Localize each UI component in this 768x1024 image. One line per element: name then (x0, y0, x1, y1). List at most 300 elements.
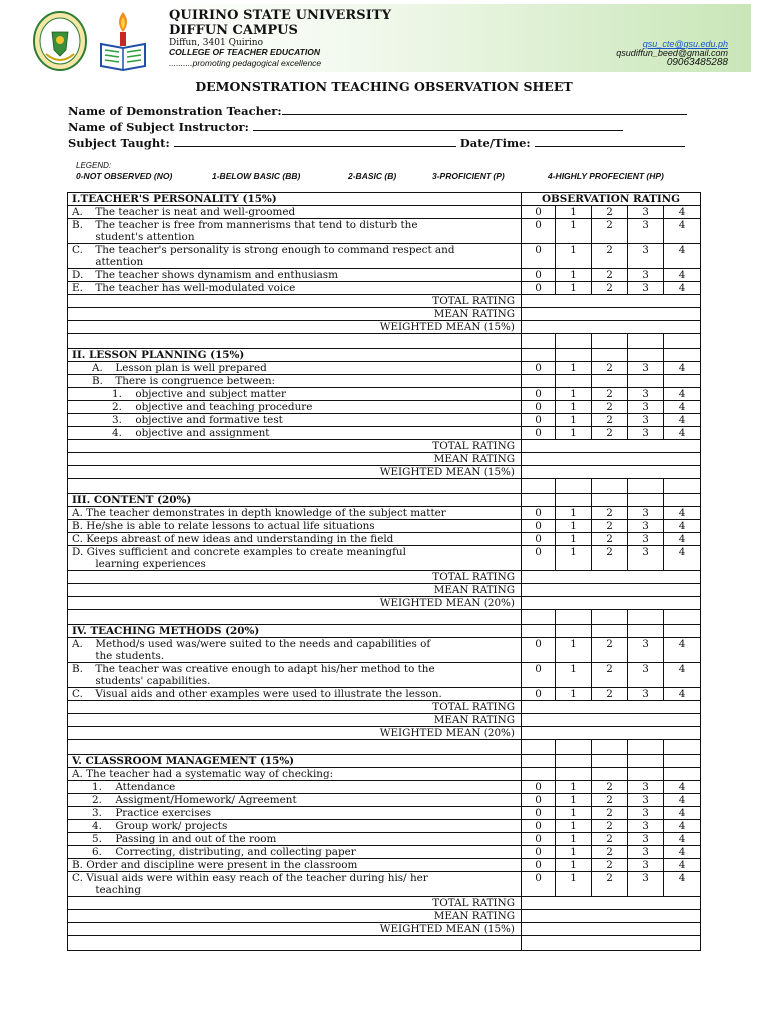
summary-row (68, 897, 701, 910)
empty-cell (592, 755, 628, 768)
rating-option[interactable]: 1 (556, 794, 592, 807)
rating-option[interactable]: 3 (628, 872, 664, 897)
rating-option[interactable]: 1 (556, 362, 592, 375)
criterion-row (68, 388, 701, 401)
summary-label: MEAN RATING (68, 584, 522, 597)
rating-option[interactable]: 4 (664, 688, 701, 701)
rating-option[interactable]: 1 (556, 872, 592, 897)
criterion-line: Assigment/Homework/ Agreement (115, 794, 297, 806)
datetime-line[interactable] (535, 135, 685, 147)
rating-option[interactable]: 2 (592, 427, 628, 440)
empty-cell (592, 740, 628, 755)
observation-rating-table (67, 192, 701, 951)
rating-option[interactable]: 0 (522, 244, 556, 269)
criterion-row (68, 427, 701, 440)
criterion-text (68, 546, 522, 571)
criterion-line: Correcting, distributing, and collecting paper (115, 846, 356, 858)
rating-option[interactable]: 1 (556, 859, 592, 872)
summary-value-cell[interactable] (522, 597, 701, 610)
spacer-row (68, 936, 701, 951)
rating-option[interactable]: 4 (664, 833, 701, 846)
summary-label: WEIGHTED MEAN (20%) (68, 597, 522, 610)
empty-cell (556, 375, 592, 388)
criterion-row (68, 781, 701, 794)
criterion-line: The teacher was creative enough to adapt his/her method to the (95, 663, 435, 675)
university-seal-logo (32, 10, 88, 72)
rating-option[interactable]: 4 (664, 859, 701, 872)
rating-option[interactable]: 1 (556, 269, 592, 282)
college-name: COLLEGE OF TEACHER EDUCATION (169, 47, 320, 57)
rating-option[interactable]: 2 (592, 533, 628, 546)
criterion-label: E. (72, 282, 83, 294)
rating-option[interactable]: 0 (522, 414, 556, 427)
rating-option[interactable]: 0 (522, 638, 556, 663)
criterion-label: A. (72, 206, 83, 218)
empty-cell (592, 349, 628, 362)
rating-option[interactable]: 0 (522, 546, 556, 571)
section-title: II. LESSON PLANNING (15%) (68, 349, 522, 362)
rating-option[interactable]: 4 (664, 206, 701, 219)
criterion-line: Group work/ projects (115, 820, 228, 832)
college-logo (93, 8, 153, 72)
rating-option[interactable]: 3 (628, 206, 664, 219)
empty-cell (556, 740, 592, 755)
spacer-row (68, 334, 701, 349)
rating-option[interactable]: 0 (522, 219, 556, 244)
criterion-line: objective and formative test (135, 414, 283, 426)
rating-option[interactable]: 3 (628, 427, 664, 440)
summary-value-cell[interactable] (522, 440, 701, 453)
rating-option[interactable]: 3 (628, 846, 664, 859)
summary-label: WEIGHTED MEAN (15%) (68, 466, 522, 479)
rating-option[interactable]: 3 (628, 663, 664, 688)
criterion-text (68, 244, 522, 269)
empty-cell (592, 494, 628, 507)
criterion-label: 1. (92, 781, 102, 793)
rating-option[interactable]: 3 (628, 362, 664, 375)
empty-cell (664, 334, 701, 349)
criterion-label: A. (72, 768, 83, 780)
legend-item: 0-NOT OBSERVED (NO) (76, 171, 173, 181)
document-title: DEMONSTRATION TEACHING OBSERVATION SHEET (195, 79, 573, 94)
section-header-row (68, 349, 701, 362)
empty-cell (628, 375, 664, 388)
criterion-line: objective and teaching procedure (135, 401, 313, 413)
rating-option[interactable]: 3 (628, 507, 664, 520)
rating-option[interactable]: 2 (592, 833, 628, 846)
empty-cell (522, 375, 556, 388)
rating-option[interactable]: 2 (592, 688, 628, 701)
rating-option[interactable]: 3 (628, 781, 664, 794)
rating-option[interactable]: 2 (592, 507, 628, 520)
empty-cell (522, 479, 556, 494)
rating-option[interactable]: 4 (664, 388, 701, 401)
legend-item: 1-BELOW BASIC (BB) (212, 171, 301, 181)
criterion-row (68, 688, 701, 701)
spacer-row (68, 479, 701, 494)
empty-cell (522, 768, 556, 781)
rating-option[interactable]: 2 (592, 388, 628, 401)
campus-name: DIFFUN CAMPUS (169, 23, 298, 38)
criterion-row (68, 362, 701, 375)
rating-option[interactable]: 4 (664, 507, 701, 520)
summary-value-cell[interactable] (522, 453, 701, 466)
rating-option[interactable]: 0 (522, 362, 556, 375)
summary-label: WEIGHTED MEAN (15%) (68, 923, 522, 936)
rating-option[interactable]: 2 (592, 794, 628, 807)
rating-option[interactable]: 2 (592, 269, 628, 282)
summary-row (68, 701, 701, 714)
rating-option[interactable]: 4 (664, 219, 701, 244)
rating-option[interactable]: 3 (628, 546, 664, 571)
rating-option[interactable]: 1 (556, 820, 592, 833)
instructor-name-line[interactable] (253, 119, 623, 131)
rating-option[interactable]: 0 (522, 688, 556, 701)
summary-value-cell[interactable] (522, 584, 701, 597)
criterion-text (68, 414, 522, 427)
section-header-row (68, 193, 701, 206)
rating-option[interactable]: 2 (592, 781, 628, 794)
summary-value-cell[interactable] (522, 923, 701, 936)
rating-option[interactable]: 3 (628, 688, 664, 701)
criterion-line: students' capabilities. (95, 675, 211, 687)
rating-option[interactable]: 1 (556, 781, 592, 794)
criterion-line: The teacher is free from mannerisms that tend to disturb the (95, 219, 418, 231)
empty-cell (556, 768, 592, 781)
rating-option[interactable]: 3 (628, 520, 664, 533)
criterion-text (68, 846, 522, 859)
criterion-line: the students. (95, 650, 165, 662)
empty-cell (592, 479, 628, 494)
criterion-row (68, 401, 701, 414)
criterion-text (68, 269, 522, 282)
rating-option[interactable]: 3 (628, 388, 664, 401)
rating-option[interactable]: 2 (592, 362, 628, 375)
criterion-line: objective and assignment (135, 427, 270, 439)
empty-cell (664, 610, 701, 625)
criterion-line: Visual aids and other examples were used to illustrate the lesson. (95, 688, 442, 700)
rating-option[interactable]: 3 (628, 820, 664, 833)
empty-cell (592, 768, 628, 781)
criterion-label: 4. (92, 820, 102, 832)
criterion-label: C. (72, 688, 83, 700)
rating-option[interactable]: 1 (556, 833, 592, 846)
empty-cell (556, 349, 592, 362)
rating-option[interactable]: 4 (664, 414, 701, 427)
empty-cell (628, 740, 664, 755)
rating-option[interactable]: 0 (522, 833, 556, 846)
criterion-row (68, 663, 701, 688)
criterion-label: A. (92, 362, 103, 374)
summary-value-cell[interactable] (522, 714, 701, 727)
summary-label: MEAN RATING (68, 910, 522, 923)
empty-cell (664, 479, 701, 494)
rating-option[interactable]: 1 (556, 427, 592, 440)
empty-cell (556, 494, 592, 507)
rating-option[interactable]: 0 (522, 794, 556, 807)
summary-row (68, 571, 701, 584)
rating-option[interactable]: 4 (664, 872, 701, 897)
criterion-line: The teacher is neat and well-groomed (95, 206, 296, 218)
rating-option[interactable]: 3 (628, 807, 664, 820)
rating-option[interactable]: 0 (522, 269, 556, 282)
rating-option[interactable]: 1 (556, 807, 592, 820)
summary-label: MEAN RATING (68, 308, 522, 321)
summary-value-cell[interactable] (522, 571, 701, 584)
summary-label: WEIGHTED MEAN (20%) (68, 727, 522, 740)
criterion-row (68, 520, 701, 533)
empty-cell (68, 479, 522, 494)
university-name: QUIRINO STATE UNIVERSITY (169, 8, 392, 23)
criterion-label: 4. (112, 427, 122, 439)
rating-option[interactable]: 3 (628, 244, 664, 269)
rating-option[interactable]: 2 (592, 546, 628, 571)
rating-option[interactable]: 4 (664, 846, 701, 859)
rating-option[interactable]: 0 (522, 807, 556, 820)
criterion-label: B. (72, 663, 83, 675)
empty-cell (522, 755, 556, 768)
rating-option[interactable]: 1 (556, 533, 592, 546)
criterion-line: learning experiences (95, 558, 206, 570)
empty-cell (664, 768, 701, 781)
teacher-name-label: Name of Demonstration Teacher: (68, 104, 282, 118)
criterion-text (68, 663, 522, 688)
rating-option[interactable]: 1 (556, 663, 592, 688)
rating-option[interactable]: 0 (522, 507, 556, 520)
empty-cell (522, 494, 556, 507)
empty-cell (628, 334, 664, 349)
rating-option[interactable]: 4 (664, 638, 701, 663)
criterion-row (68, 794, 701, 807)
empty-cell (664, 349, 701, 362)
rating-option[interactable]: 2 (592, 663, 628, 688)
rating-option[interactable]: 4 (664, 427, 701, 440)
empty-cell (664, 494, 701, 507)
rating-option[interactable]: 0 (522, 520, 556, 533)
section-header-row (68, 494, 701, 507)
empty-cell (628, 768, 664, 781)
empty-cell (664, 740, 701, 755)
summary-label: MEAN RATING (68, 714, 522, 727)
observation-rating-header: OBSERVATION RATING (522, 193, 701, 206)
rating-option[interactable]: 1 (556, 414, 592, 427)
rating-option[interactable]: 2 (592, 206, 628, 219)
criterion-text (68, 219, 522, 244)
summary-row (68, 321, 701, 334)
criterion-text (68, 206, 522, 219)
summary-label: TOTAL RATING (68, 571, 522, 584)
rating-option[interactable]: 1 (556, 688, 592, 701)
rating-option[interactable]: 0 (522, 846, 556, 859)
rating-option[interactable]: 4 (664, 807, 701, 820)
instructor-name-field[interactable] (68, 119, 623, 134)
criterion-line: The teacher had a systematic way of checking: (86, 768, 334, 780)
rating-option[interactable]: 4 (664, 533, 701, 546)
rating-option[interactable]: 3 (628, 794, 664, 807)
criterion-label: C. (72, 533, 83, 545)
subject-field[interactable] (68, 135, 685, 150)
rating-option[interactable]: 1 (556, 546, 592, 571)
criterion-line: Order and discipline were present in the classroom (86, 859, 358, 871)
criterion-line: attention (95, 256, 144, 268)
rating-option[interactable]: 3 (628, 533, 664, 546)
subject-label: Subject Taught: (68, 136, 170, 150)
criterion-label: B. (72, 859, 83, 871)
rating-option[interactable]: 4 (664, 362, 701, 375)
criterion-label: 2. (92, 794, 102, 806)
rating-option[interactable]: 0 (522, 781, 556, 794)
summary-value-cell[interactable] (522, 701, 701, 714)
criterion-line: Attendance (115, 781, 176, 793)
rating-option[interactable]: 4 (664, 794, 701, 807)
rating-option[interactable]: 1 (556, 282, 592, 295)
rating-option[interactable]: 2 (592, 846, 628, 859)
empty-cell (68, 740, 522, 755)
empty-cell (628, 755, 664, 768)
subject-line[interactable] (174, 135, 456, 147)
rating-option[interactable]: 2 (592, 872, 628, 897)
rating-option[interactable]: 1 (556, 388, 592, 401)
summary-row (68, 714, 701, 727)
rating-option[interactable]: 1 (556, 507, 592, 520)
rating-option[interactable]: 0 (522, 427, 556, 440)
rating-option[interactable]: 0 (522, 859, 556, 872)
rating-option[interactable]: 3 (628, 401, 664, 414)
rating-option[interactable]: 2 (592, 859, 628, 872)
rating-option[interactable]: 1 (556, 219, 592, 244)
rating-option[interactable]: 2 (592, 244, 628, 269)
rating-option[interactable]: 0 (522, 401, 556, 414)
teacher-name-line[interactable] (282, 103, 687, 115)
rating-option[interactable]: 3 (628, 414, 664, 427)
campus-address: Diffun, 3401 Quirino (169, 38, 264, 48)
rating-option[interactable]: 3 (628, 269, 664, 282)
summary-label: MEAN RATING (68, 453, 522, 466)
rating-option[interactable]: 4 (664, 282, 701, 295)
rating-option[interactable]: 3 (628, 219, 664, 244)
criterion-label: B. (72, 219, 83, 231)
criterion-text (68, 794, 522, 807)
email-link-cte[interactable]: qsu_cte@qsu.edu.ph (642, 39, 728, 49)
criterion-label: C. (72, 244, 83, 256)
rating-option[interactable]: 4 (664, 663, 701, 688)
rating-option[interactable]: 4 (664, 820, 701, 833)
criterion-line: He/she is able to relate lessons to actual life situations (86, 520, 375, 532)
spacer-row (68, 610, 701, 625)
rating-option[interactable]: 2 (592, 638, 628, 663)
datetime-label: Date/Time: (459, 136, 531, 150)
summary-value-cell[interactable] (522, 910, 701, 923)
summary-row (68, 466, 701, 479)
rating-option[interactable]: 1 (556, 638, 592, 663)
rating-option[interactable]: 1 (556, 520, 592, 533)
rating-option[interactable]: 3 (628, 282, 664, 295)
rating-option[interactable]: 1 (556, 244, 592, 269)
rating-option[interactable]: 3 (628, 833, 664, 846)
criterion-row (68, 768, 701, 781)
summary-value-cell[interactable] (522, 466, 701, 479)
rating-option[interactable]: 0 (522, 282, 556, 295)
criterion-row (68, 846, 701, 859)
rating-option[interactable]: 0 (522, 820, 556, 833)
criterion-label: B. (72, 520, 83, 532)
rating-option[interactable]: 4 (664, 520, 701, 533)
criterion-line: Gives sufficient and concrete examples to create meaningful (86, 546, 406, 558)
rating-option[interactable]: 4 (664, 244, 701, 269)
rating-option[interactable]: 2 (592, 282, 628, 295)
empty-cell (664, 375, 701, 388)
criterion-line: Passing in and out of the room (115, 833, 277, 845)
empty-cell (628, 610, 664, 625)
empty-cell (556, 479, 592, 494)
criterion-text (68, 401, 522, 414)
section-title: V. CLASSROOM MANAGEMENT (15%) (68, 755, 522, 768)
rating-option[interactable]: 2 (592, 820, 628, 833)
summary-value-cell[interactable] (522, 308, 701, 321)
criterion-line: Lesson plan is well prepared (115, 362, 267, 374)
criterion-text (68, 807, 522, 820)
motto: ..........promoting pedagogical excellence (169, 58, 322, 68)
legend-title: LEGEND: (76, 161, 112, 170)
empty-cell (522, 349, 556, 362)
rating-option[interactable]: 2 (592, 401, 628, 414)
rating-option[interactable]: 2 (592, 219, 628, 244)
criterion-text (68, 520, 522, 533)
criterion-text (68, 507, 522, 520)
criterion-text (68, 388, 522, 401)
empty-cell (68, 610, 522, 625)
rating-option[interactable]: 0 (522, 533, 556, 546)
rating-option[interactable]: 3 (628, 638, 664, 663)
empty-cell (664, 625, 701, 638)
rating-option[interactable]: 2 (592, 520, 628, 533)
rating-option[interactable]: 0 (522, 663, 556, 688)
criterion-text (68, 688, 522, 701)
rating-option[interactable]: 3 (628, 859, 664, 872)
summary-value-cell[interactable] (522, 321, 701, 334)
summary-label: WEIGHTED MEAN (15%) (68, 321, 522, 334)
legend-item: 3-PROFICIENT (P) (432, 171, 505, 181)
empty-cell (628, 349, 664, 362)
rating-option[interactable]: 2 (592, 807, 628, 820)
empty-cell (522, 610, 556, 625)
rating-option[interactable]: 1 (556, 401, 592, 414)
rating-option[interactable]: 4 (664, 781, 701, 794)
criterion-row (68, 833, 701, 846)
summary-label: TOTAL RATING (68, 440, 522, 453)
summary-value-cell[interactable] (522, 727, 701, 740)
criterion-line: Method/s used was/were suited to the needs and capabilities of (95, 638, 431, 650)
criterion-row (68, 820, 701, 833)
summary-label: TOTAL RATING (68, 295, 522, 308)
criterion-line: The teacher's personality is strong enough to command respect and (95, 244, 455, 256)
rating-option[interactable]: 0 (522, 388, 556, 401)
teacher-name-field[interactable] (68, 103, 687, 118)
criterion-text (68, 781, 522, 794)
rating-option[interactable]: 0 (522, 206, 556, 219)
rating-option[interactable]: 4 (664, 269, 701, 282)
rating-option[interactable]: 4 (664, 546, 701, 571)
rating-option[interactable]: 0 (522, 872, 556, 897)
summary-value-cell[interactable] (522, 897, 701, 910)
criterion-row (68, 219, 701, 244)
empty-cell (592, 625, 628, 638)
summary-value-cell[interactable] (522, 295, 701, 308)
rating-option[interactable]: 4 (664, 401, 701, 414)
rating-option[interactable]: 1 (556, 206, 592, 219)
rating-option[interactable]: 2 (592, 414, 628, 427)
rating-option[interactable]: 1 (556, 846, 592, 859)
